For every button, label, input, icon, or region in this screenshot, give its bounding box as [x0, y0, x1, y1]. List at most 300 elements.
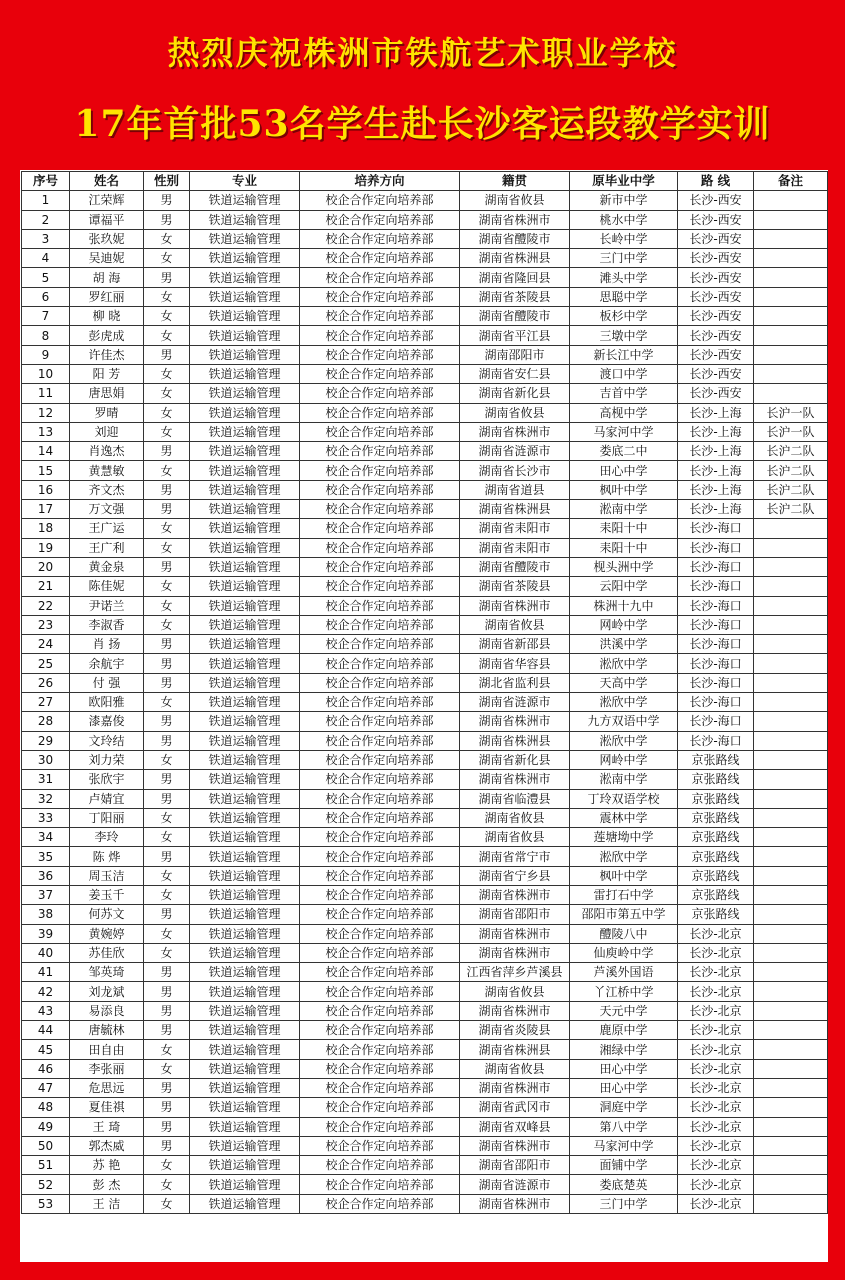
- cell-remark: [754, 249, 828, 268]
- cell-name: 张玖妮: [70, 229, 144, 248]
- cell-gender: 男: [144, 557, 190, 576]
- cell-route: 长沙-海口: [678, 673, 754, 692]
- cell-gender: 女: [144, 577, 190, 596]
- cell-previous-school: 滩头中学: [570, 268, 678, 287]
- table-row: [22, 210, 828, 229]
- cell-previous-school: 雷打石中学: [570, 885, 678, 904]
- table-row: [22, 1175, 828, 1194]
- cell-gender: 女: [144, 943, 190, 962]
- cell-previous-school: 马家河中学: [570, 1136, 678, 1155]
- cell-gender: 男: [144, 268, 190, 287]
- cell-route: 长沙-北京: [678, 1117, 754, 1136]
- cell-route: 长沙-北京: [678, 1156, 754, 1175]
- cell-remark: [754, 828, 828, 847]
- cell-previous-school: 吉首中学: [570, 384, 678, 403]
- cell-training-direction: 校企合作定向培养部: [300, 982, 460, 1001]
- cell-training-direction: 校企合作定向培养部: [300, 828, 460, 847]
- cell-training-direction: 校企合作定向培养部: [300, 943, 460, 962]
- cell-remark: [754, 384, 828, 403]
- cell-major: 铁道运输管理: [190, 1001, 300, 1020]
- cell-training-direction: 校企合作定向培养部: [300, 1021, 460, 1040]
- cell-index: 29: [22, 731, 70, 750]
- cell-gender: 男: [144, 1098, 190, 1117]
- cell-major: 铁道运输管理: [190, 1078, 300, 1097]
- cell-training-direction: 校企合作定向培养部: [300, 1117, 460, 1136]
- cell-remark: [754, 1098, 828, 1117]
- cell-gender: 男: [144, 442, 190, 461]
- cell-name: 江荣辉: [70, 191, 144, 210]
- cell-hometown: 湖南省武冈市: [460, 1098, 570, 1117]
- cell-gender: 女: [144, 287, 190, 306]
- cell-name: 罗红丽: [70, 287, 144, 306]
- cell-route: 长沙-上海: [678, 422, 754, 441]
- header-hometown: 籍贯: [460, 172, 570, 191]
- cell-training-direction: 校企合作定向培养部: [300, 191, 460, 210]
- cell-name: 苏佳欣: [70, 943, 144, 962]
- cell-major: 铁道运输管理: [190, 943, 300, 962]
- cell-gender: 女: [144, 1194, 190, 1213]
- cell-previous-school: 莲塘坳中学: [570, 828, 678, 847]
- cell-gender: 女: [144, 828, 190, 847]
- cell-name: 陈 烨: [70, 847, 144, 866]
- cell-index: 15: [22, 461, 70, 480]
- cell-index: 50: [22, 1136, 70, 1155]
- cell-remark: [754, 577, 828, 596]
- table-row: [22, 866, 828, 885]
- cell-previous-school: 淞欣中学: [570, 693, 678, 712]
- cell-gender: 男: [144, 982, 190, 1001]
- cell-training-direction: 校企合作定向培养部: [300, 461, 460, 480]
- table-row: [22, 943, 828, 962]
- cell-major: 铁道运输管理: [190, 345, 300, 364]
- cell-major: 铁道运输管理: [190, 982, 300, 1001]
- cell-route: 长沙-北京: [678, 1001, 754, 1020]
- cell-index: 19: [22, 538, 70, 557]
- cell-index: 18: [22, 519, 70, 538]
- table-row: [22, 982, 828, 1001]
- cell-gender: 女: [144, 422, 190, 441]
- cell-index: 12: [22, 403, 70, 422]
- cell-remark: [754, 770, 828, 789]
- page-title-line-1: 热烈庆祝株洲市铁航艺术职业学校: [167, 34, 678, 72]
- cell-gender: 男: [144, 731, 190, 750]
- cell-index: 5: [22, 268, 70, 287]
- cell-name: 柳 晓: [70, 307, 144, 326]
- cell-index: 39: [22, 924, 70, 943]
- cell-gender: 男: [144, 789, 190, 808]
- cell-hometown: 湖南省株洲市: [460, 210, 570, 229]
- cell-major: 铁道运输管理: [190, 615, 300, 634]
- table-row: [22, 1040, 828, 1059]
- cell-training-direction: 校企合作定向培养部: [300, 789, 460, 808]
- cell-name: 万文强: [70, 500, 144, 519]
- cell-remark: [754, 1156, 828, 1175]
- cell-name: 易添良: [70, 1001, 144, 1020]
- cell-training-direction: 校企合作定向培养部: [300, 866, 460, 885]
- cell-major: 铁道运输管理: [190, 789, 300, 808]
- cell-name: 肖 扬: [70, 635, 144, 654]
- cell-hometown: 湖南省临澧县: [460, 789, 570, 808]
- cell-previous-school: 淞南中学: [570, 770, 678, 789]
- cell-training-direction: 校企合作定向培养部: [300, 577, 460, 596]
- cell-index: 9: [22, 345, 70, 364]
- cell-hometown: 湖南省宁乡县: [460, 866, 570, 885]
- cell-previous-school: 马家河中学: [570, 422, 678, 441]
- cell-hometown: 湖南省株洲市: [460, 1136, 570, 1155]
- cell-remark: [754, 885, 828, 904]
- cell-hometown: 湖南省醴陵市: [460, 229, 570, 248]
- cell-route: 京张路线: [678, 866, 754, 885]
- cell-hometown: 湖南省株洲市: [460, 1078, 570, 1097]
- cell-remark: [754, 345, 828, 364]
- cell-major: 铁道运输管理: [190, 557, 300, 576]
- table-row: [22, 828, 828, 847]
- cell-previous-school: 长岭中学: [570, 229, 678, 248]
- cell-remark: [754, 1117, 828, 1136]
- cell-index: 28: [22, 712, 70, 731]
- cell-name: 彭 杰: [70, 1175, 144, 1194]
- cell-route: 长沙-北京: [678, 1040, 754, 1059]
- cell-index: 23: [22, 615, 70, 634]
- table-row: [22, 1001, 828, 1020]
- cell-remark: [754, 1078, 828, 1097]
- cell-training-direction: 校企合作定向培养部: [300, 615, 460, 634]
- table-row: [22, 1021, 828, 1040]
- table-row: [22, 384, 828, 403]
- cell-hometown: 湖南省华容县: [460, 654, 570, 673]
- cell-previous-school: 九方双语中学: [570, 712, 678, 731]
- cell-gender: 女: [144, 249, 190, 268]
- cell-index: 10: [22, 364, 70, 383]
- cell-name: 李淑香: [70, 615, 144, 634]
- cell-previous-school: 耒阳十中: [570, 538, 678, 557]
- cell-route: 长沙-西安: [678, 287, 754, 306]
- cell-index: 22: [22, 596, 70, 615]
- cell-previous-school: 淞欣中学: [570, 731, 678, 750]
- cell-major: 铁道运输管理: [190, 577, 300, 596]
- table-row: [22, 808, 828, 827]
- cell-route: 长沙-北京: [678, 1021, 754, 1040]
- cell-training-direction: 校企合作定向培养部: [300, 1136, 460, 1155]
- table-row: [22, 1136, 828, 1155]
- cell-hometown: 湖南省新化县: [460, 750, 570, 769]
- cell-remark: [754, 982, 828, 1001]
- cell-gender: 男: [144, 963, 190, 982]
- cell-major: 铁道运输管理: [190, 1194, 300, 1213]
- cell-route: 长沙-西安: [678, 345, 754, 364]
- cell-remark: [754, 287, 828, 306]
- cell-route: 长沙-北京: [678, 963, 754, 982]
- cell-name: 危思远: [70, 1078, 144, 1097]
- cell-gender: 女: [144, 693, 190, 712]
- cell-major: 铁道运输管理: [190, 1175, 300, 1194]
- cell-major: 铁道运输管理: [190, 500, 300, 519]
- cell-major: 铁道运输管理: [190, 770, 300, 789]
- cell-major: 铁道运输管理: [190, 866, 300, 885]
- table-row: [22, 789, 828, 808]
- header-gender: 性别: [144, 172, 190, 191]
- cell-remark: [754, 635, 828, 654]
- cell-name: 胡 海: [70, 268, 144, 287]
- cell-gender: 男: [144, 847, 190, 866]
- cell-previous-school: 鹿原中学: [570, 1021, 678, 1040]
- cell-route: 京张路线: [678, 750, 754, 769]
- table-header-row: [22, 172, 828, 191]
- cell-major: 铁道运输管理: [190, 229, 300, 248]
- cell-index: 1: [22, 191, 70, 210]
- table-row: [22, 635, 828, 654]
- cell-hometown: 湖南省醴陵市: [460, 307, 570, 326]
- cell-name: 肖逸杰: [70, 442, 144, 461]
- cell-training-direction: 校企合作定向培养部: [300, 249, 460, 268]
- cell-route: 京张路线: [678, 847, 754, 866]
- cell-previous-school: 耒阳十中: [570, 519, 678, 538]
- cell-route: 长沙-海口: [678, 635, 754, 654]
- cell-index: 43: [22, 1001, 70, 1020]
- cell-index: 17: [22, 500, 70, 519]
- table-row: [22, 963, 828, 982]
- cell-major: 铁道运输管理: [190, 1136, 300, 1155]
- cell-gender: 女: [144, 750, 190, 769]
- cell-route: 长沙-上海: [678, 403, 754, 422]
- cell-hometown: 湖南省株洲市: [460, 1194, 570, 1213]
- cell-index: 6: [22, 287, 70, 306]
- cell-training-direction: 校企合作定向培养部: [300, 770, 460, 789]
- cell-gender: 男: [144, 1078, 190, 1097]
- cell-name: 刘迎: [70, 422, 144, 441]
- cell-name: 欧阳雅: [70, 693, 144, 712]
- cell-route: 长沙-北京: [678, 943, 754, 962]
- cell-name: 黄慧敏: [70, 461, 144, 480]
- table-row: [22, 596, 828, 615]
- cell-gender: 男: [144, 500, 190, 519]
- cell-route: 长沙-西安: [678, 307, 754, 326]
- table-row: [22, 403, 828, 422]
- cell-name: 漆嘉俊: [70, 712, 144, 731]
- cell-previous-school: 渡口中学: [570, 364, 678, 383]
- cell-index: 46: [22, 1059, 70, 1078]
- cell-index: 42: [22, 982, 70, 1001]
- cell-major: 铁道运输管理: [190, 461, 300, 480]
- cell-index: 45: [22, 1040, 70, 1059]
- cell-major: 铁道运输管理: [190, 712, 300, 731]
- cell-training-direction: 校企合作定向培养部: [300, 808, 460, 827]
- cell-route: 长沙-海口: [678, 712, 754, 731]
- cell-previous-school: 面铺中学: [570, 1156, 678, 1175]
- cell-remark: [754, 307, 828, 326]
- cell-index: 11: [22, 384, 70, 403]
- cell-hometown: 湖南省平江县: [460, 326, 570, 345]
- cell-remark: [754, 1059, 828, 1078]
- table-row: [22, 924, 828, 943]
- cell-gender: 女: [144, 1040, 190, 1059]
- cell-training-direction: 校企合作定向培养部: [300, 750, 460, 769]
- cell-route: 长沙-海口: [678, 519, 754, 538]
- cell-training-direction: 校企合作定向培养部: [300, 287, 460, 306]
- cell-route: 长沙-西安: [678, 364, 754, 383]
- cell-index: 51: [22, 1156, 70, 1175]
- cell-name: 尹诺兰: [70, 596, 144, 615]
- cell-gender: 女: [144, 403, 190, 422]
- cell-route: 长沙-海口: [678, 615, 754, 634]
- table-row: [22, 1117, 828, 1136]
- cell-major: 铁道运输管理: [190, 1021, 300, 1040]
- cell-training-direction: 校企合作定向培养部: [300, 268, 460, 287]
- cell-major: 铁道运输管理: [190, 326, 300, 345]
- table-row: [22, 557, 828, 576]
- cell-index: 16: [22, 480, 70, 499]
- cell-gender: 男: [144, 1117, 190, 1136]
- cell-remark: [754, 905, 828, 924]
- table-row: [22, 229, 828, 248]
- cell-previous-school: 娄底二中: [570, 442, 678, 461]
- cell-hometown: 湖南邵阳市: [460, 345, 570, 364]
- cell-hometown: 湖南省株洲县: [460, 500, 570, 519]
- cell-route: 长沙-西安: [678, 229, 754, 248]
- cell-gender: 女: [144, 615, 190, 634]
- cell-route: 长沙-海口: [678, 596, 754, 615]
- cell-hometown: 湖南省涟源市: [460, 693, 570, 712]
- cell-training-direction: 校企合作定向培养部: [300, 712, 460, 731]
- student-roster-sheet: [20, 170, 828, 1262]
- cell-gender: 男: [144, 1021, 190, 1040]
- cell-name: 付 强: [70, 673, 144, 692]
- cell-training-direction: 校企合作定向培养部: [300, 963, 460, 982]
- cell-route: 长沙-上海: [678, 480, 754, 499]
- cell-major: 铁道运输管理: [190, 1040, 300, 1059]
- table-row: [22, 191, 828, 210]
- cell-training-direction: 校企合作定向培养部: [300, 1059, 460, 1078]
- cell-remark: [754, 673, 828, 692]
- cell-route: 长沙-北京: [678, 1059, 754, 1078]
- cell-remark: [754, 731, 828, 750]
- cell-name: 王 洁: [70, 1194, 144, 1213]
- cell-hometown: 湖南省道县: [460, 480, 570, 499]
- cell-gender: 男: [144, 770, 190, 789]
- cell-route: 京张路线: [678, 828, 754, 847]
- cell-training-direction: 校企合作定向培养部: [300, 480, 460, 499]
- cell-remark: [754, 1194, 828, 1213]
- cell-route: 长沙-西安: [678, 191, 754, 210]
- cell-hometown: 江西省萍乡芦溪县: [460, 963, 570, 982]
- cell-hometown: 湖南省涟源市: [460, 1175, 570, 1194]
- cell-major: 铁道运输管理: [190, 519, 300, 538]
- cell-major: 铁道运输管理: [190, 422, 300, 441]
- cell-name: 郭杰威: [70, 1136, 144, 1155]
- cell-previous-school: 第八中学: [570, 1117, 678, 1136]
- cell-hometown: 湖南省攸县: [460, 403, 570, 422]
- cell-name: 黄金泉: [70, 557, 144, 576]
- cell-remark: [754, 1136, 828, 1155]
- cell-major: 铁道运输管理: [190, 364, 300, 383]
- cell-hometown: 湖南省攸县: [460, 982, 570, 1001]
- cell-previous-school: 板杉中学: [570, 307, 678, 326]
- cell-route: 长沙-海口: [678, 538, 754, 557]
- cell-gender: 女: [144, 1175, 190, 1194]
- cell-remark: [754, 1021, 828, 1040]
- cell-major: 铁道运输管理: [190, 847, 300, 866]
- cell-hometown: 湖南省株洲县: [460, 249, 570, 268]
- cell-hometown: 湖北省监利县: [460, 673, 570, 692]
- cell-previous-school: 淞欣中学: [570, 847, 678, 866]
- cell-index: 34: [22, 828, 70, 847]
- table-row: [22, 461, 828, 480]
- cell-previous-school: 枫叶中学: [570, 480, 678, 499]
- cell-training-direction: 校企合作定向培养部: [300, 885, 460, 904]
- table-row: [22, 654, 828, 673]
- cell-route: 京张路线: [678, 905, 754, 924]
- cell-index: 40: [22, 943, 70, 962]
- cell-name: 王广利: [70, 538, 144, 557]
- cell-gender: 男: [144, 345, 190, 364]
- cell-remark: [754, 654, 828, 673]
- cell-name: 刘力荣: [70, 750, 144, 769]
- cell-major: 铁道运输管理: [190, 210, 300, 229]
- cell-name: 丁阳丽: [70, 808, 144, 827]
- cell-hometown: 湖南省涟源市: [460, 442, 570, 461]
- cell-major: 铁道运输管理: [190, 750, 300, 769]
- table-row: [22, 500, 828, 519]
- cell-remark: 长沪二队: [754, 442, 828, 461]
- cell-hometown: 湖南省株洲市: [460, 943, 570, 962]
- cell-hometown: 湖南省株洲县: [460, 1040, 570, 1059]
- cell-index: 53: [22, 1194, 70, 1213]
- cell-index: 21: [22, 577, 70, 596]
- cell-major: 铁道运输管理: [190, 442, 300, 461]
- cell-previous-school: 天高中学: [570, 673, 678, 692]
- cell-major: 铁道运输管理: [190, 885, 300, 904]
- cell-hometown: 湖南省株洲市: [460, 596, 570, 615]
- cell-major: 铁道运输管理: [190, 287, 300, 306]
- table-row: [22, 519, 828, 538]
- cell-hometown: 湖南省株洲市: [460, 770, 570, 789]
- header-remark: 备注: [754, 172, 828, 191]
- cell-index: 33: [22, 808, 70, 827]
- cell-remark: [754, 596, 828, 615]
- cell-name: 唐思娟: [70, 384, 144, 403]
- cell-previous-school: 云阳中学: [570, 577, 678, 596]
- cell-remark: [754, 750, 828, 769]
- cell-name: 邹英琦: [70, 963, 144, 982]
- cell-previous-school: 三墩中学: [570, 326, 678, 345]
- cell-training-direction: 校企合作定向培养部: [300, 673, 460, 692]
- cell-route: 京张路线: [678, 808, 754, 827]
- cell-major: 铁道运输管理: [190, 480, 300, 499]
- cell-hometown: 湖南省醴陵市: [460, 557, 570, 576]
- cell-remark: 长沪二队: [754, 480, 828, 499]
- cell-previous-school: 枫叶中学: [570, 866, 678, 885]
- cell-index: 7: [22, 307, 70, 326]
- table-row: [22, 364, 828, 383]
- cell-previous-school: 丫江桥中学: [570, 982, 678, 1001]
- cell-remark: [754, 1040, 828, 1059]
- table-row: [22, 770, 828, 789]
- cell-name: 夏佳祺: [70, 1098, 144, 1117]
- cell-remark: [754, 268, 828, 287]
- cell-remark: [754, 326, 828, 345]
- cell-previous-school: 淞欣中学: [570, 654, 678, 673]
- cell-hometown: 湖南省新化县: [460, 384, 570, 403]
- cell-major: 铁道运输管理: [190, 808, 300, 827]
- cell-name: 唐毓林: [70, 1021, 144, 1040]
- cell-training-direction: 校企合作定向培养部: [300, 1194, 460, 1213]
- cell-gender: 女: [144, 307, 190, 326]
- cell-remark: [754, 1175, 828, 1194]
- cell-index: 30: [22, 750, 70, 769]
- cell-training-direction: 校企合作定向培养部: [300, 1098, 460, 1117]
- cell-route: 长沙-海口: [678, 731, 754, 750]
- cell-major: 铁道运输管理: [190, 403, 300, 422]
